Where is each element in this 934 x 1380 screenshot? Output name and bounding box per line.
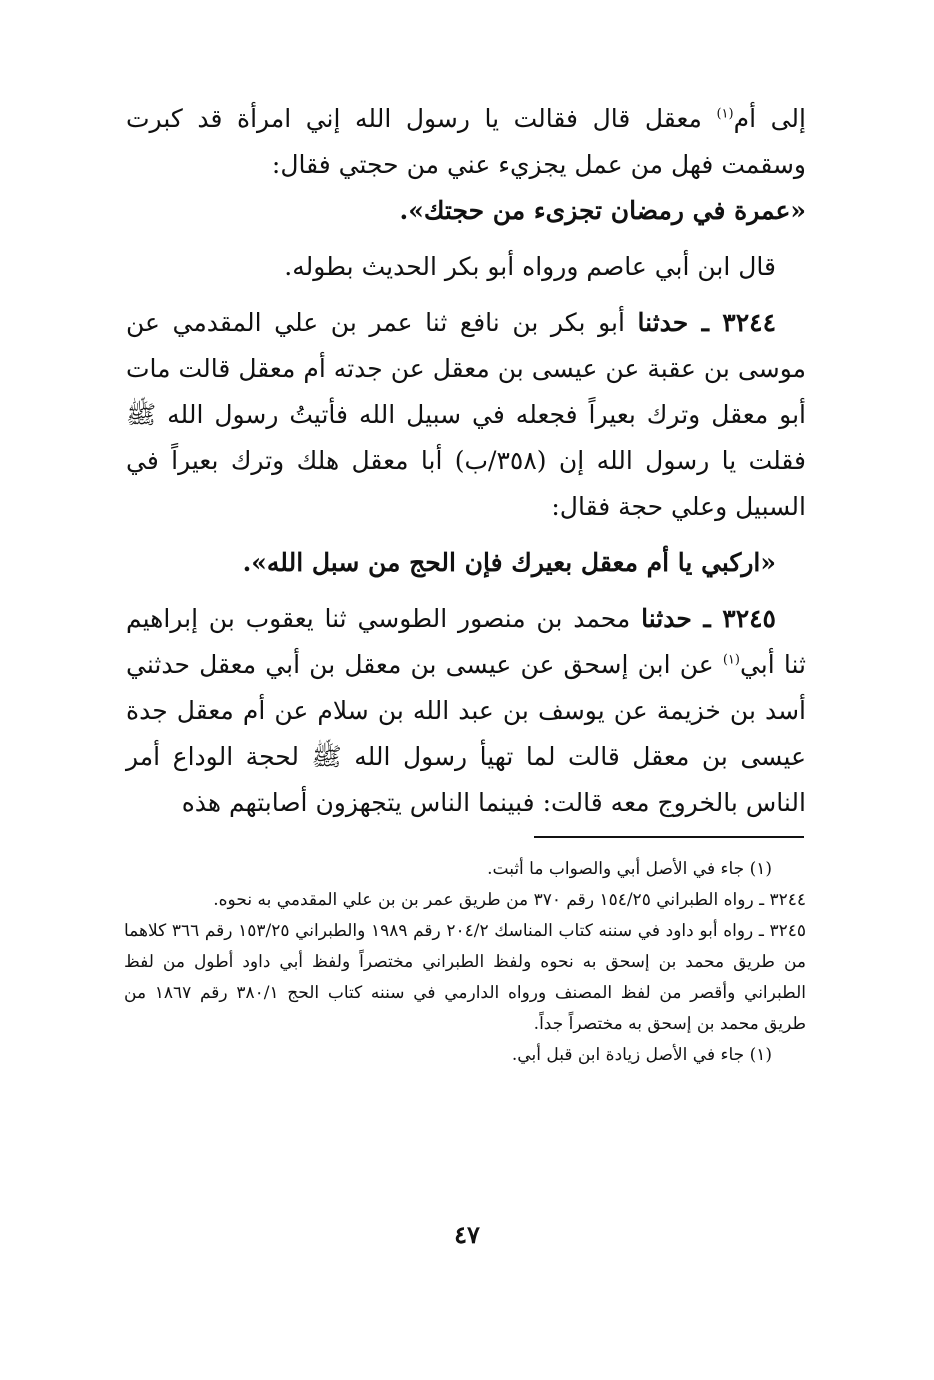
text-segment: عن ابن إسحق عن عيسى بن معقل بن أبي معقل حدثني أسد بن خزيمة عن يوسف بن عبد الله بن سلام عن أم معقل جدة عيسى بن معقل قالت لما تهيأ رسول الله ﷺ لحجة الوداع أمر الناس بالخروج معه قالت: فبينما الناس يتجهزون أصابتهم هذه [126, 650, 806, 817]
hadith-quote-2: «اركبي يا أم معقل بعيرك فإن الحج من سبل الله». [242, 548, 776, 577]
page-number: ٤٧ [454, 1220, 480, 1249]
hadith-3244 [126, 300, 806, 530]
text-segment: إلى أم [733, 104, 806, 133]
footnotes [124, 854, 806, 1071]
hadith-text-3244: أبو بكر بن نافع ثنا عمر بن علي المقدمي عن موسى بن عقبة عن عيسى بن معقل عن جدته أم معقل قالت مات أبو معقل وترك بعيراً فجعله في سبيل الله فأتيتُ رسول الله ﷺ فقلت يا رسول الله إن (٣٥٨/ب) أبا معقل هلك وترك بعيراً في السبيل وعلي حجة فقال: [126, 308, 806, 521]
footnote-marker: (١) [722, 652, 740, 668]
footnote-3244: ٣٢٤٤ ـ رواه الطبراني ١٥٤/٢٥ رقم ٣٧٠ من طريق عمر بن بن علي المقدمي به نحوه. [213, 890, 806, 910]
paragraph-intro [126, 96, 806, 188]
paragraph-narration: قال ابن أبي عاصم ورواه أبو بكر الحديث بطوله. [284, 252, 776, 281]
text-segment: محمد بن منصور الطوسي ثنا يعقوب بن إبراهيم ثنا أبي [126, 604, 806, 679]
footnote-1: (١) جاء في الأصل أبي والصواب ما أثبت. [487, 859, 772, 879]
hadith-3245 [126, 596, 806, 826]
text-segment: معقل قال فقالت يا رسول الله إني امرأة قد كبرت وسقمت فهل من عمل يجزيء عني من حجتي فقال: [126, 104, 806, 179]
footnote-divider [534, 836, 804, 838]
main-text [126, 96, 806, 826]
footnote-1b: (١) جاء في الأصل زيادة ابن قبل أبي. [511, 1045, 772, 1065]
footnote-marker: (١) [716, 106, 734, 122]
hadith-number-3244: ٣٢٤٤ ـ حدثنا [637, 308, 776, 337]
footnote-3245: ٣٢٤٥ ـ رواه أبو داود في سننه كتاب المناسك ٢٠٤/٢ رقم ١٩٨٩ والطبراني ١٥٣/٢٥ رقم ٣٦٦ كلاهما من طريق محمد بن إسحق به نحوه ولفظ الطبراني مختصراً ولفظ أبي داود أطول من لفظ الطبراني وأقصر من لفظ المصنف ورواه الدارمي في سننه كتاب الحج ٣٨٠/١ رقم ١٨٦٧ من طريق محمد بن إسحق به مختصراً جداً. [124, 921, 807, 1034]
hadith-number-3245: ٣٢٤٥ ـ حدثنا [641, 604, 776, 633]
hadith-quote-1: «عمرة في رمضان تجزىء من حجتك». [399, 196, 806, 225]
